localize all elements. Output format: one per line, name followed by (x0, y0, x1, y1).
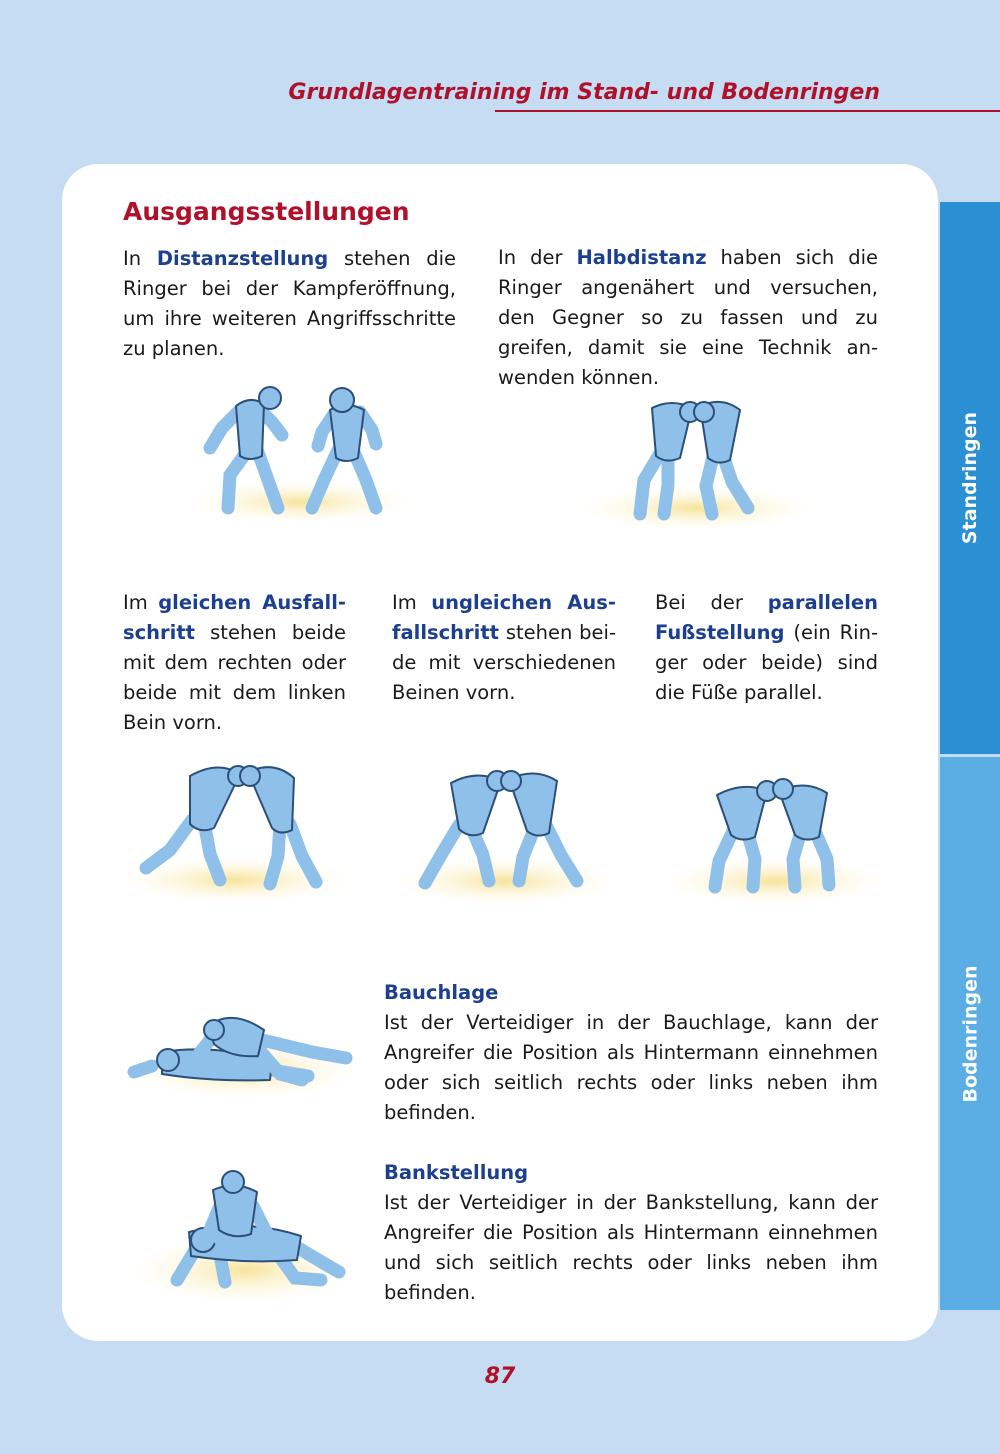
wrestler-figure-top (209, 1171, 275, 1244)
text-pre: Im (392, 591, 432, 614)
illustration-halbdistanz (572, 390, 822, 530)
page-number: 87 (484, 1364, 516, 1389)
keyword-halbdistanz: Halbdistanz (576, 246, 707, 269)
illustration-distanzstellung (180, 380, 420, 525)
paragraph-parallele-fussstellung (655, 588, 878, 708)
tab-bodenringen[interactable] (940, 757, 1000, 1310)
subheading-bauchlage: Bauchlage (384, 981, 499, 1004)
section-heading: Ausgangsstellungen (123, 197, 410, 226)
paragraph-distanzstellung (123, 244, 456, 364)
tab-standringen-label: Standringen (959, 411, 982, 545)
illustration-parallele-fussstellung (655, 765, 895, 910)
text-post: stehen beide mit dem rechten oder beide mit dem linken Bein vorn. (123, 621, 346, 734)
keyword-parallele-fussstellung: parallelen Fußstellung (655, 591, 878, 644)
text-post: (ein Ringer oder beide) sind die Füße parallel. (655, 621, 878, 704)
illustration-ungleicher-ausfallschritt (385, 755, 625, 910)
tab-standringen[interactable] (940, 202, 1000, 754)
tab-bodenringen-label: Bodenringen (959, 965, 982, 1102)
subheading-bankstellung: Bankstellung (384, 1161, 529, 1184)
paragraph-bankstellung (384, 1158, 878, 1308)
text-body: Ist der Verteidiger in der Bauchlage, kann der Angreifer die Position als Hintermann einnehmen oder sich seitlich rechts oder links neben ihm befinden. (384, 1011, 878, 1124)
paragraph-bauchlage (384, 978, 878, 1128)
keyword-distanzstellung: Distanzstellung (156, 247, 329, 270)
illustration-bankstellung (125, 1160, 365, 1310)
text-pre: In (123, 247, 157, 270)
text-post: haben sich die Ringer angenähert und versuchen, den Gegner so zu fassen und zu greifen, damit sie eine Technik anwenden können. (498, 246, 878, 389)
running-head-rule (495, 110, 1000, 112)
text-pre: Bei der (655, 591, 768, 614)
paragraph-gleicher-ausfallschritt (123, 588, 346, 738)
text-pre: In der (498, 246, 577, 269)
paragraph-ungleicher-ausfallschritt (392, 588, 616, 708)
text-post: stehen beide mit verschiedenen Beinen vorn. (392, 621, 616, 704)
mat-glow (660, 857, 890, 905)
keyword-gleicher-ausfallschritt: gleichen Ausfallschritt (123, 591, 346, 644)
paragraph-halbdistanz (498, 243, 878, 393)
keyword-ungleicher-ausfallschritt: ungleichen Ausfallschritt (392, 591, 616, 644)
mat-glow (577, 486, 817, 530)
text-body: Ist der Verteidiger in der Bankstellung, kann der Angreifer die Position als Hintermann einnehmen und sich seitlich rechts oder links neben ihm befinden. (384, 1191, 878, 1304)
text-post: stehen die Ringer bei der Kampferöffnung, um ihre weiteren Angriffsschritte zu planen. (123, 247, 456, 360)
running-head: Grundlagentraining im Stand- und Bodenringen (288, 80, 880, 105)
illustration-bauchlage (122, 1000, 367, 1110)
illustration-gleicher-ausfallschritt (110, 750, 360, 910)
text-pre: Im (123, 591, 159, 614)
